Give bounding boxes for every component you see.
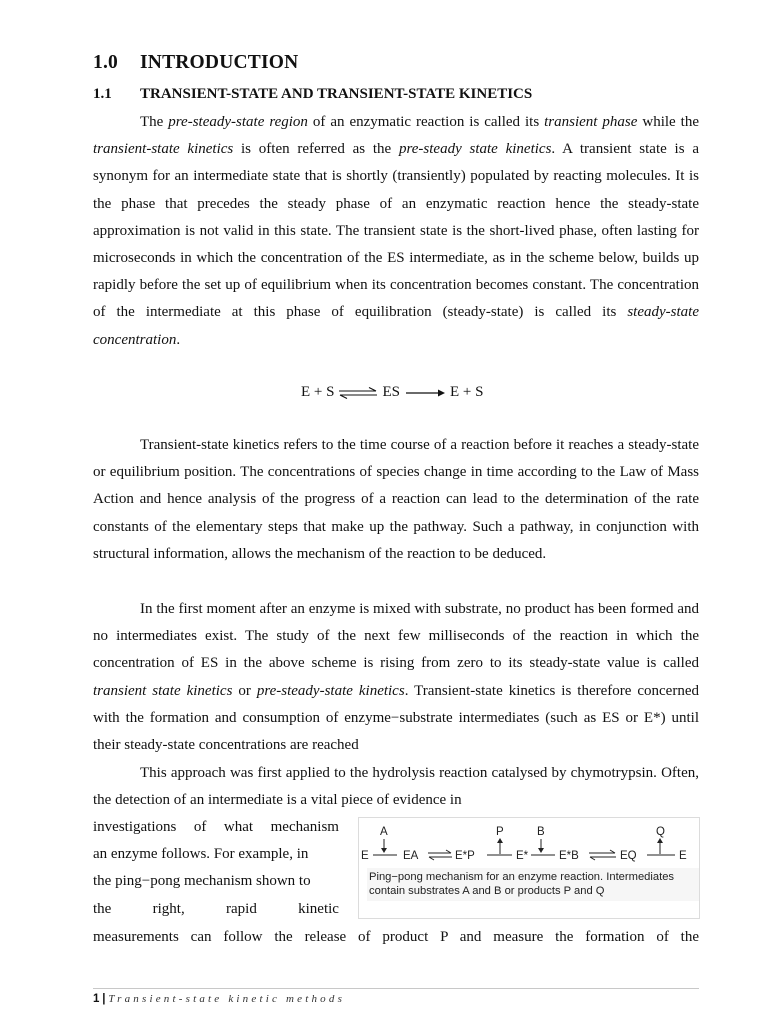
italic-term: transient-state kinetics	[93, 141, 234, 158]
subsection-title: TRANSIENT-STATE AND TRANSIENT-STATE KINETICS	[140, 86, 533, 102]
species-ea: EA	[403, 850, 419, 862]
paragraph-4: This approach was first applied to the hydrolysis reaction catalysed by chymotrypsin. Often, the detection of an intermediate is a vital piece of evidence in	[93, 765, 699, 809]
italic-term: steady-state concentration	[93, 304, 699, 348]
ping-pong-diagram	[359, 818, 699, 868]
text-run: or	[232, 682, 257, 699]
text-run: of an enzymatic reaction is called its	[307, 114, 545, 130]
species-eb: E*B	[559, 850, 579, 862]
subsection-heading	[93, 86, 532, 103]
footer-divider	[93, 988, 699, 989]
section-number: 1.0	[93, 52, 118, 73]
wrapped-line-1: investigations of what mechanism	[93, 819, 339, 835]
species-e-start: E	[361, 850, 369, 862]
italic-term: transient state kinetics	[93, 682, 233, 699]
label-p: P	[496, 826, 504, 838]
wrapped-line-3: the ping−pong mechanism shown to	[93, 873, 311, 890]
section-title: INTRODUCTION	[140, 52, 299, 73]
text-run: while the	[637, 114, 699, 130]
arrowhead-up-icon	[497, 838, 503, 843]
italic-term: pre-steady state kinetics	[398, 141, 552, 158]
species-e-end: E	[679, 850, 687, 862]
paragraph-3	[93, 596, 699, 759]
scheme-reactants: E + S	[301, 384, 335, 400]
arrowhead-up-icon	[657, 838, 663, 843]
italic-term: pre-steady-state region	[168, 114, 308, 130]
ping-pong-figure	[358, 817, 700, 919]
text-run: Transient-state kinetics refers to the time course of a reaction before it reaches a steady-state or equilibrium position. The concentrations of species change in time according to the Law of Mass Action and hence analysis of the progress of a reaction can lead to the determination of the rate constants of the elementary steps that make up the pathway. Such a pathway, in conjunction with structural information, allows the mechanism of the reaction to be deduced.	[93, 437, 699, 562]
arrowhead-down-icon	[381, 848, 387, 853]
footer-separator: |	[102, 993, 106, 1005]
scheme-products: E + S	[449, 384, 484, 400]
label-q: Q	[656, 826, 665, 838]
italic-term: pre-steady-state kinetics	[256, 682, 405, 699]
paragraph-2	[93, 432, 699, 568]
species-e-star: E*	[516, 850, 529, 862]
equilibrium-arrow-icon	[338, 387, 378, 399]
figure-caption: Ping−pong mechanism for an enzyme reaction. Intermediates contain substrates A and B or products P and Q	[367, 868, 699, 901]
paragraph-continuation: measurements can follow the release of product P and measure the formation of the	[93, 929, 699, 945]
wrapped-line-4: the right, rapid kinetic	[93, 900, 339, 917]
text-run: .	[176, 331, 181, 348]
text-run: In the first moment after an enzyme is mixed with substrate, no product has been formed and no intermediates exist. The study of the next few milliseconds of the reaction in which the concentration of ES in the above scheme is rising from zero to its steady-state value is called	[93, 601, 699, 672]
text-run: is often referred as the	[233, 141, 399, 158]
wrapped-text-block	[93, 814, 339, 923]
scheme-intermediate: ES	[382, 384, 400, 400]
page-footer	[93, 993, 345, 1005]
italic-term: transient phase	[544, 114, 638, 130]
page-number: 1	[93, 993, 100, 1005]
section-heading	[93, 52, 298, 74]
running-title: Transient-state kinetic methods	[108, 993, 346, 1005]
text-run: The	[140, 114, 169, 130]
text-run: . A transient state is a synonym for an intermediate state that is shortly (transiently) populated by reacting molecules. It is the phase that precedes the steady phase of an enzymatic reaction hence the steady-state approximation is not valid in this state. The transient state is the short-lived phase, often lasting for microseconds in which the concentration of the ES intermediate, as in the scheme below, builds up rapidly before the set up of equilibrium when its concentration becomes constant. The concentration of the intermediate at this phase of equilibration (steady-state) is called its	[93, 141, 699, 321]
paragraph-1	[93, 109, 699, 354]
species-ep: E*P	[455, 850, 475, 862]
label-b: B	[537, 826, 545, 838]
text-run: . Transient-state kinetics is therefore concerned with the formation and consumption of enzyme−substrate intermediates (such as ES or E*) until their steady-state concentrations are reached	[93, 682, 699, 754]
species-eq: EQ	[620, 850, 637, 862]
label-a: A	[380, 826, 388, 838]
reaction-scheme	[301, 384, 483, 401]
arrowhead-down-icon	[538, 848, 544, 853]
subsection-number: 1.1	[93, 86, 112, 102]
wrapped-line-2: an enzyme follows. For example, in	[93, 846, 309, 863]
forward-arrow-icon	[404, 387, 446, 399]
